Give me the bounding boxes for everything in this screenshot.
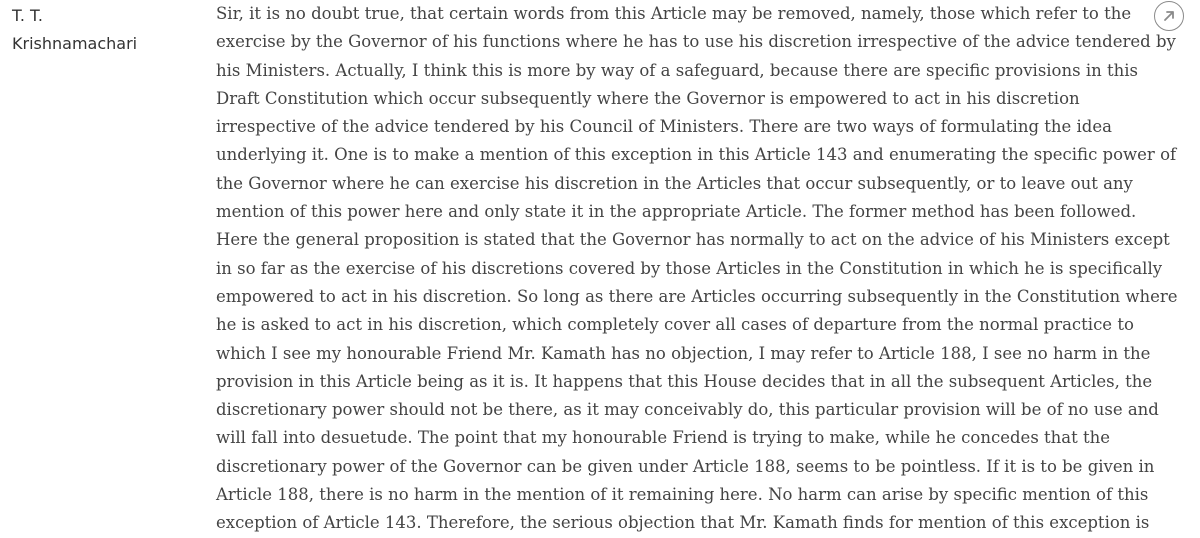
- speech-line: exception of Article 143. Therefore, the serious objection that Mr. Kamath finds for mention of this exception is: [216, 513, 1150, 533]
- speech-line: empowered to act in his discretion. So long as there are Articles occurring subsequently in the Constitution where: [216, 286, 1178, 306]
- speech-line: the Governor where he can exercise his discretion in the Articles that occur subsequently, or to leave out any: [216, 173, 1133, 193]
- speech-line: discretionary power of the Governor can be given under Article 188, seems to be pointless. If it is to be given in: [216, 456, 1155, 476]
- speech-line: exercise by the Governor of his functions where he has to use his discretion irrespective of the advice tendered by: [216, 32, 1176, 52]
- speech-line: he is asked to act in his discretion, which completely cover all cases of departure from the normal practice to: [216, 315, 1134, 335]
- speech-line: will fall into desuetude. The point that my honourable Friend is trying to make, while he concedes that the: [216, 428, 1111, 448]
- open-link-button[interactable]: [1154, 1, 1184, 31]
- speech-line: provision in this Article being as it is. It happens that this House decides that in all the subsequent Articles, the: [216, 371, 1153, 391]
- speech-line: which I see my honourable Friend Mr. Kamath has no objection, I may refer to Article 188, I see no harm in the: [216, 343, 1151, 363]
- speaker-name-line-1: T. T.: [12, 6, 44, 25]
- arrow-up-right-icon: [1162, 9, 1176, 23]
- speech-line: discretionary power should not be there, as it may conceivably do, this particular provision will be of no use and: [216, 400, 1159, 420]
- speech-line: mention of this power here and only state it in the appropriate Article. The former method has been followed.: [216, 202, 1137, 222]
- speech-line: his Ministers. Actually, I think this is more by way of a safeguard, because there are specific provisions in this: [216, 60, 1138, 80]
- speech-line: underlying it. One is to make a mention of this exception in this Article 143 and enumerating the specific power of: [216, 145, 1177, 165]
- speech-line: Draft Constitution which occur subsequently where the Governor is empowered to act in his discretion: [216, 88, 1080, 108]
- speech-line: irrespective of the advice tendered by his Council of Ministers. There are two ways of formulating the idea: [216, 117, 1112, 137]
- speech-line: Article 188, there is no harm in the mention of it remaining here. No harm can arise by specific mention of this: [216, 485, 1149, 505]
- speaker-name-line-2: Krishnamachari: [12, 34, 138, 53]
- speech-text: [216, 0, 1178, 538]
- speech-line: Here the general proposition is stated that the Governor has normally to act on the advice of his Ministers except: [216, 230, 1170, 250]
- speaker-name: [12, 2, 202, 58]
- speech-line: Sir, it is no doubt true, that certain words from this Article may be removed, namely, those which refer to the: [216, 4, 1132, 23]
- speech-line: in so far as the exercise of his discretions covered by those Articles in the Constitution in which he is specifically: [216, 258, 1163, 278]
